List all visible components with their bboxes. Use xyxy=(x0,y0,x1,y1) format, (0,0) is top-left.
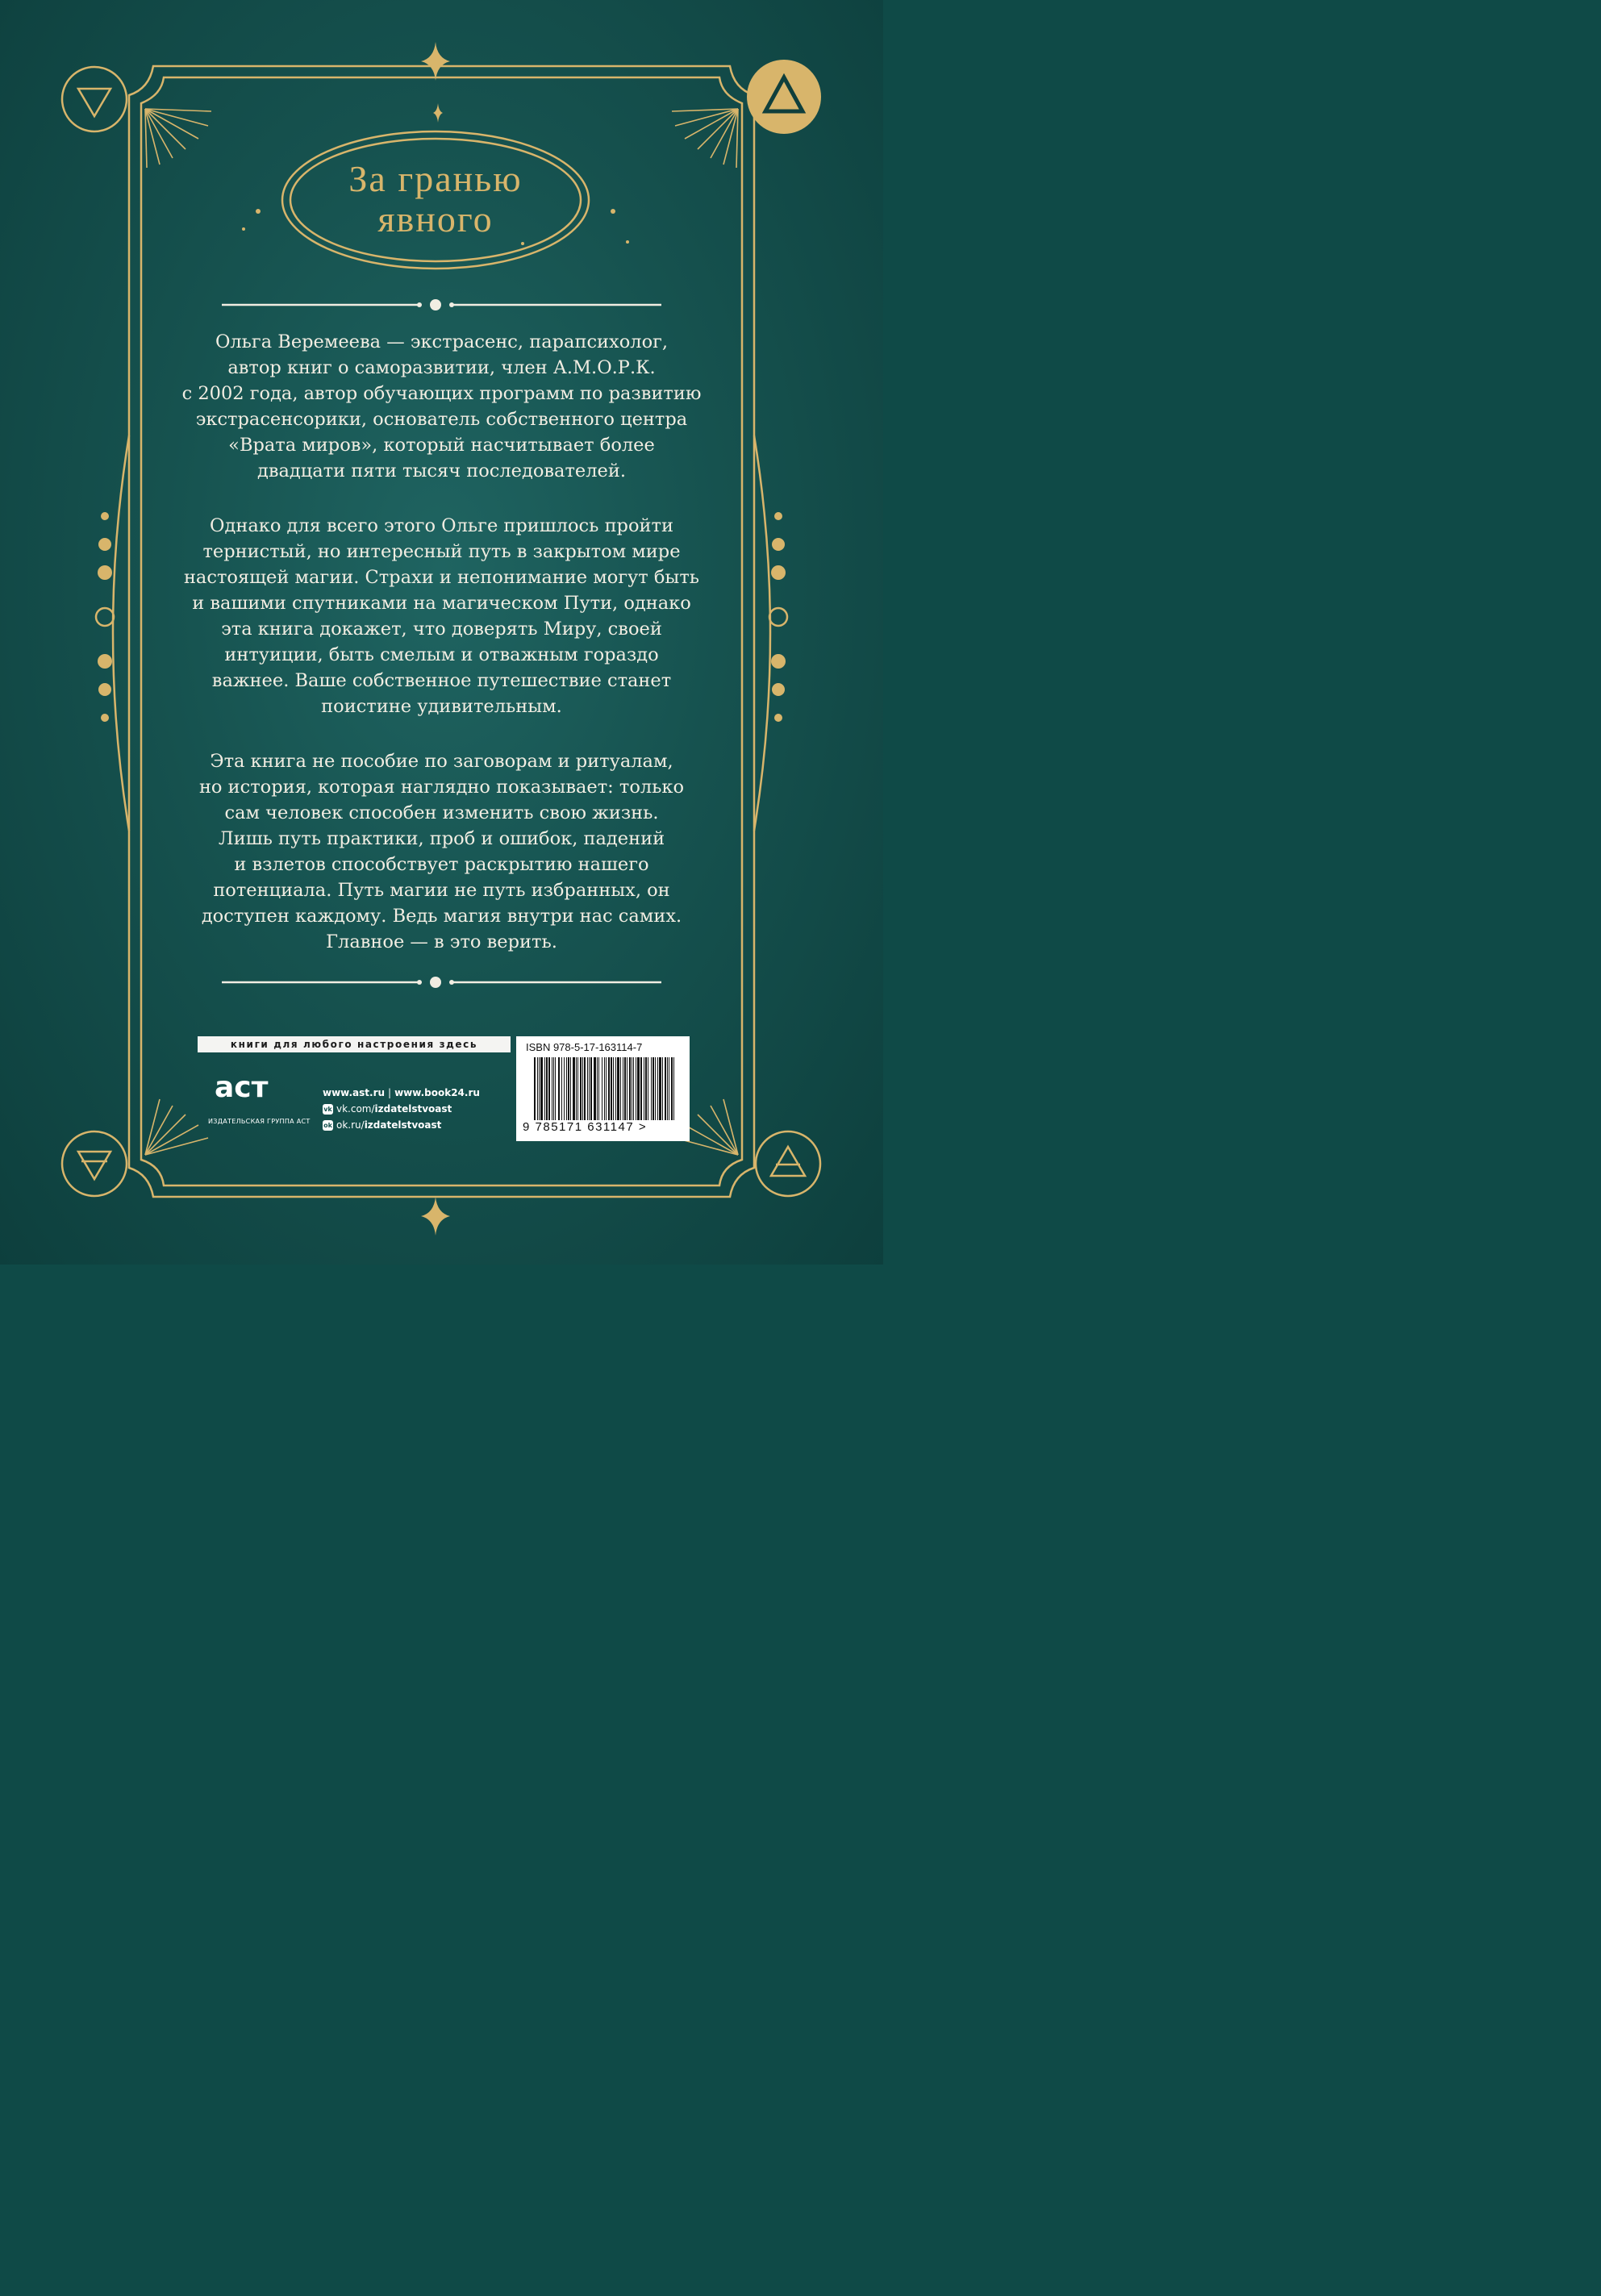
barcode-stripe xyxy=(602,1057,603,1120)
barcode-stripe xyxy=(548,1057,550,1120)
barcode-stripe xyxy=(573,1057,575,1120)
website-link-ast[interactable]: www.ast.ru xyxy=(323,1087,386,1098)
barcode-stripe xyxy=(624,1057,626,1120)
barcode-stripe xyxy=(566,1057,567,1120)
fire-symbol-icon xyxy=(744,56,824,137)
barcode-stripe xyxy=(576,1057,577,1120)
text-line: потенциала. Путь магии не путь избранных, он xyxy=(213,880,670,901)
barcode-stripe xyxy=(637,1057,640,1120)
isbn-digits: 9 785171 631147 > xyxy=(523,1120,648,1134)
four-point-star-icon xyxy=(433,103,443,123)
description-paragraph-1 xyxy=(149,329,734,484)
text-line: и взлетов способствует раскрытию нашего xyxy=(234,854,649,875)
description-paragraph-3 xyxy=(149,748,734,955)
text-line: сам человек способен изменить свою жизнь. xyxy=(224,802,659,823)
barcode-stripe xyxy=(587,1057,588,1120)
barcode-stripe xyxy=(577,1057,578,1120)
barcode-stripe xyxy=(645,1057,647,1120)
text-line: но история, которая наглядно показывает: только xyxy=(198,777,685,798)
barcode-stripe xyxy=(555,1057,556,1120)
barcode-stripe xyxy=(570,1057,571,1120)
publisher-logo xyxy=(208,1063,329,1135)
barcode-stripe xyxy=(640,1057,642,1120)
barcode-stripe xyxy=(561,1057,563,1120)
four-point-star-icon xyxy=(421,1197,450,1236)
barcode-stripe xyxy=(651,1057,652,1120)
website-links xyxy=(323,1085,480,1101)
tagline-banner: книги для любого настроения здесь xyxy=(198,1036,511,1052)
barcode-stripe xyxy=(665,1057,666,1120)
barcode-stripe xyxy=(615,1057,616,1120)
text-line: тернистый, но интересный путь в закрытом мире xyxy=(202,541,681,562)
barcode-stripe xyxy=(544,1057,545,1120)
description-paragraph-2 xyxy=(149,513,734,719)
barcode-stripe xyxy=(580,1057,582,1120)
text-line: эта книга докажет, что доверять Миру, своей xyxy=(221,619,662,640)
title-line-2: явного xyxy=(377,198,494,240)
isbn-label: ISBN 978-5-17-163114-7 xyxy=(526,1041,643,1053)
barcode-stripe xyxy=(590,1057,592,1120)
text-line: доступен каждому. Ведь магия внутри нас самих. xyxy=(201,906,682,927)
publisher-links xyxy=(323,1085,480,1133)
barcode-stripe xyxy=(534,1057,536,1120)
barcode-stripe xyxy=(657,1057,658,1120)
barcode-stripe xyxy=(582,1057,583,1120)
barcode-stripe xyxy=(598,1057,599,1120)
publisher-caption: ИЗДАТЕЛЬСКАЯ ГРУППА АСТ xyxy=(208,1118,311,1125)
barcode-stripe xyxy=(597,1057,598,1120)
text-line: автор книг о саморазвитии, член А.М.О.Р.К. xyxy=(227,357,656,378)
text-line: Эта книга не пособие по заговорам и ритуалам, xyxy=(210,751,673,772)
barcode-stripe xyxy=(667,1057,668,1120)
barcode-stripe xyxy=(539,1057,540,1120)
barcode-stripe xyxy=(546,1057,548,1120)
barcode-stripe xyxy=(564,1057,565,1120)
barcode-stripe xyxy=(540,1057,543,1120)
publisher-logo-text: аст xyxy=(215,1071,269,1104)
text-line: важнее. Ваше собственное путешествие станет xyxy=(211,670,672,691)
text-line: Лишь путь практики, проб и ошибок, падений xyxy=(218,828,665,849)
earth-symbol-icon xyxy=(58,1127,131,1200)
text-line: экстрасенсорики, основатель собственного центра xyxy=(195,409,688,430)
text-line: двадцати пяти тысяч последователей. xyxy=(257,460,626,481)
barcode xyxy=(534,1057,675,1120)
ok-handle: izdatelstvoast xyxy=(364,1119,442,1131)
text-line: с 2002 года, автор обучающих программ по развитию xyxy=(181,383,702,404)
barcode-stripe xyxy=(620,1057,621,1120)
barcode-stripe xyxy=(671,1057,673,1120)
barcode-stripe xyxy=(537,1057,538,1120)
text-line: интуиции, быть смелым и отважным гораздо xyxy=(224,644,659,665)
ok-prefix: ok.ru/ xyxy=(336,1119,365,1131)
book-description xyxy=(149,329,734,984)
vk-prefix: vk.com/ xyxy=(336,1103,375,1115)
water-symbol-icon xyxy=(58,63,131,135)
barcode-stripe xyxy=(629,1057,631,1120)
ok-link[interactable] xyxy=(323,1117,480,1133)
barcode-stripe xyxy=(617,1057,619,1120)
vk-link[interactable] xyxy=(323,1101,480,1117)
barcode-stripe xyxy=(613,1057,614,1120)
barcode-stripe xyxy=(655,1057,656,1120)
text-line: Однако для всего этого Ольге пришлось пройти xyxy=(210,515,673,536)
ok-icon: ok xyxy=(323,1121,332,1129)
barcode-stripe xyxy=(589,1057,590,1120)
text-line: и вашими спутниками на магическом Пути, однако xyxy=(192,593,691,614)
book-title xyxy=(290,149,581,250)
text-line: Главное — в это верить. xyxy=(326,931,557,952)
barcode-stripe xyxy=(652,1057,654,1120)
barcode-stripe xyxy=(604,1057,605,1120)
title-line-1: За гранью xyxy=(348,158,523,199)
barcode-stripe xyxy=(608,1057,610,1120)
barcode-stripe xyxy=(659,1057,661,1120)
barcode-stripe xyxy=(558,1057,561,1120)
barcode-stripe xyxy=(606,1057,607,1120)
website-link-book24[interactable]: www.book24.ru xyxy=(394,1087,480,1098)
barcode-stripe xyxy=(662,1057,663,1120)
barcode-stripe xyxy=(584,1057,586,1120)
vk-icon: vk xyxy=(323,1105,332,1113)
vk-handle: izdatelstvoast xyxy=(374,1103,452,1115)
isbn-barcode-box xyxy=(516,1036,690,1141)
link-separator: | xyxy=(388,1087,392,1098)
barcode-stripe xyxy=(553,1057,554,1120)
barcode-stripe xyxy=(594,1057,596,1120)
text-line: Ольга Веремеева — экстрасенс, парапсихолог, xyxy=(215,331,669,352)
barcode-stripe xyxy=(673,1057,674,1120)
text-line: настоящей магии. Страхи и непонимание могут быть xyxy=(183,567,700,588)
book-back-cover xyxy=(0,0,883,1265)
barcode-stripe xyxy=(568,1057,569,1120)
air-symbol-icon xyxy=(752,1127,824,1200)
text-line: «Врата миров», который насчитывает более xyxy=(228,435,655,456)
barcode-stripe xyxy=(633,1057,634,1120)
four-point-star-icon xyxy=(421,42,450,81)
barcode-stripe xyxy=(611,1057,612,1120)
text-line: поистине удивительным. xyxy=(321,696,562,717)
